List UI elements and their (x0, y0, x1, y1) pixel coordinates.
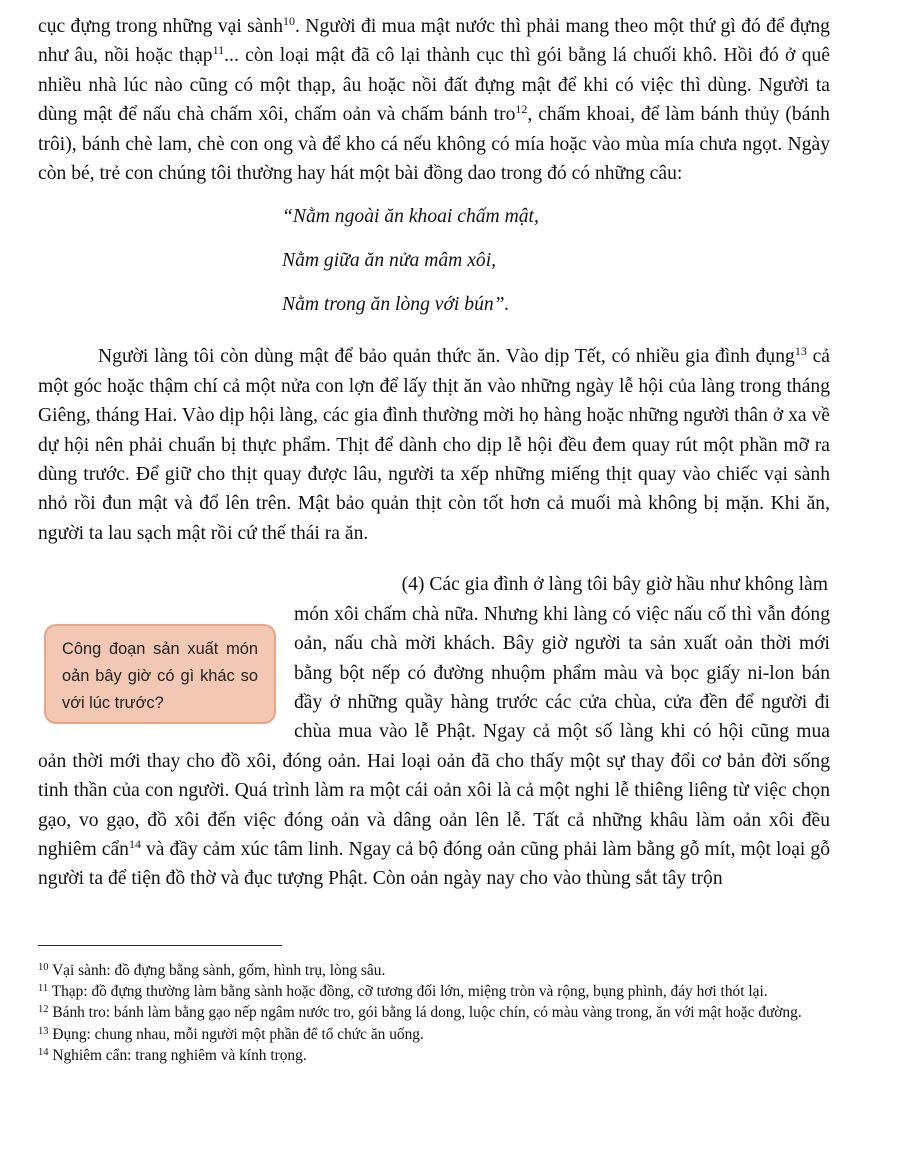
callout-text: Công đoạn sản xuất món oản bây giờ có gì khác so với lúc trước? (62, 639, 258, 712)
footnote-14 (38, 1047, 830, 1065)
footnote-10 (38, 962, 830, 980)
footnote-text: Thạp: đồ đựng thường làm bằng sành hoặc đồng, cỡ tương đối lớn, miệng tròn và rộng, bụng phình, đáy hơi thót lại. (48, 983, 768, 1001)
poem-line-3: Nằm trong ăn lòng với bún”. (282, 294, 510, 316)
footnote-separator (38, 945, 282, 946)
text-run: món xôi chấm chà nữa. Nhưng khi làng có việc nấu cố thì vẫn đóng oản, nấu chà mời khách. Bây giờ người ta sản xuất oản thời mới bằng bột nếp có đường nhuộm phẩm màu và bọc giấy ni-lon bán đầy ở những quầy hàng trước các cửa chùa, cửa đền để người đi chùa mua vào lễ Phật. Ngay cả một số làng khi có hội cũng mua oản thời mới thay cho đồ xôi, đóng oản. Hai loại oản đã cho thấy một sự thay đổi cơ bản đời sống tinh thần của con người. Quá trình làm ra một cái oản xôi là cả một nghi lễ thiêng liêng từ việc chọn gạo, vo gạo, đồ xôi đến việc đóng oản và dâng oản lên lễ. Tất cả những khâu làm oản xôi đều nghiêm cẩn (38, 603, 830, 860)
footnote-ref-11[interactable]: 11 (212, 43, 225, 58)
footnote-number: 12 (38, 1004, 49, 1016)
footnote-ref-10[interactable]: 10 (283, 14, 296, 28)
footnote-ref-12[interactable]: 12 (515, 102, 528, 117)
footnote-number: 10 (38, 962, 49, 973)
text-run: Người làng tôi còn dùng mật để bảo quản thức ăn. Vào dịp Tết, có nhiều gia đình đụng (98, 346, 795, 368)
paragraph-2 (38, 342, 830, 548)
footnote-11 (38, 983, 830, 1001)
footnote-text: Vại sành: đồ đựng bằng sành, gốm, hình trụ, lòng sâu. (48, 962, 386, 979)
footnote-number: 11 (38, 983, 49, 995)
text-run: ... còn loại mật đã cô lại thành cục thì gói bằng lá chuối khô. Hồi đó ở quê nhiều nhà lúc nào cũng có một thạp, âu hoặc nồi đất đựng mật để khi có việc thì dùng. Người ta dùng mật để nấu chà chấm xôi, chấm oản và chấm bánh tro (38, 45, 830, 126)
footnote-ref-14[interactable]: 14 (128, 836, 141, 851)
footnotes (38, 962, 830, 1068)
text-run: cục đựng trong những vại sành (38, 16, 284, 37)
footnote-text: Nghiêm cẩn: trang nghiêm và kính trọng. (48, 1046, 307, 1064)
paragraph-3 (38, 570, 830, 893)
poem-block (282, 202, 830, 334)
text-run: và đầy cảm xúc tâm linh. Ngay cả bộ đóng oản cũng phải làm bằng gỗ mít, một loại gỗ người ta để tiện đồ thờ và đục tượng Phật. Còn oản ngày nay cho vào thùng sắt tây trộn (38, 838, 830, 890)
text-run: cả một góc hoặc thậm chí cả một nửa con lợn để lấy thịt ăn vào những ngày lễ hội của làng trong tháng Giêng, tháng Hai. Vào dịp hội làng, các gia đình thường mời họ hàng hoặc những người thân ở xa về dự hội nên phải chuẩn bị thực phẩm. Thịt để dành cho dịp lễ hội đều đem quay rút một phần mỡ ra dùng trước. Để giữ cho thịt quay được lâu, người ta xếp những miếng thịt quay vào chiếc vại sành nhỏ rồi đun mật và đổ lên trên. Mật bảo quản thịt còn tốt hơn cả muối mà không bị mặn. Khi ăn, người ta lau sạch mật rồi cứ thế thái ra ăn. (38, 346, 831, 544)
poem-line-2: Nằm giữa ăn nửa mâm xôi, (282, 250, 497, 272)
poem-line-1: “Nằm ngoài ăn khoai chấm mật, (282, 206, 539, 228)
footnote-12 (38, 1004, 830, 1022)
footnote-text: Bánh tro: bánh làm bằng gạo nếp ngâm nước tro, gói bằng lá dong, luộc chín, có màu vàng trong, ăn với mật hoặc đường. (48, 1004, 802, 1022)
text-run: . Người đi mua mật nước thì phải mang theo một thứ gì đó để đựng như âu, nồi hoặc thạp (38, 16, 830, 67)
footnote-ref-13[interactable]: 13 (794, 344, 807, 359)
paragraph-3-first-line: (4) Các gia đình ở làng tôi bây giờ hầu như không làm (401, 574, 828, 596)
footnote-text: Đụng: chung nhau, mỗi người một phần để tổ chức ăn uống. (48, 1025, 424, 1043)
footnote-13 (38, 1026, 830, 1044)
question-callout (44, 624, 276, 724)
footnote-number: 13 (38, 1025, 49, 1037)
page-body (38, 12, 830, 894)
paragraph-1 (38, 12, 830, 188)
footnote-number: 14 (38, 1046, 49, 1058)
text-run: , chấm khoai, để làm bánh thủy (bánh trôi), bánh chè lam, chè con ong và để kho cá nếu không có mía hoặc vào mùa mía chưa ngọt. Ngày còn bé, trẻ con chúng tôi thường hay hát một bài đồng dao trong đó có những câu: (38, 104, 830, 185)
